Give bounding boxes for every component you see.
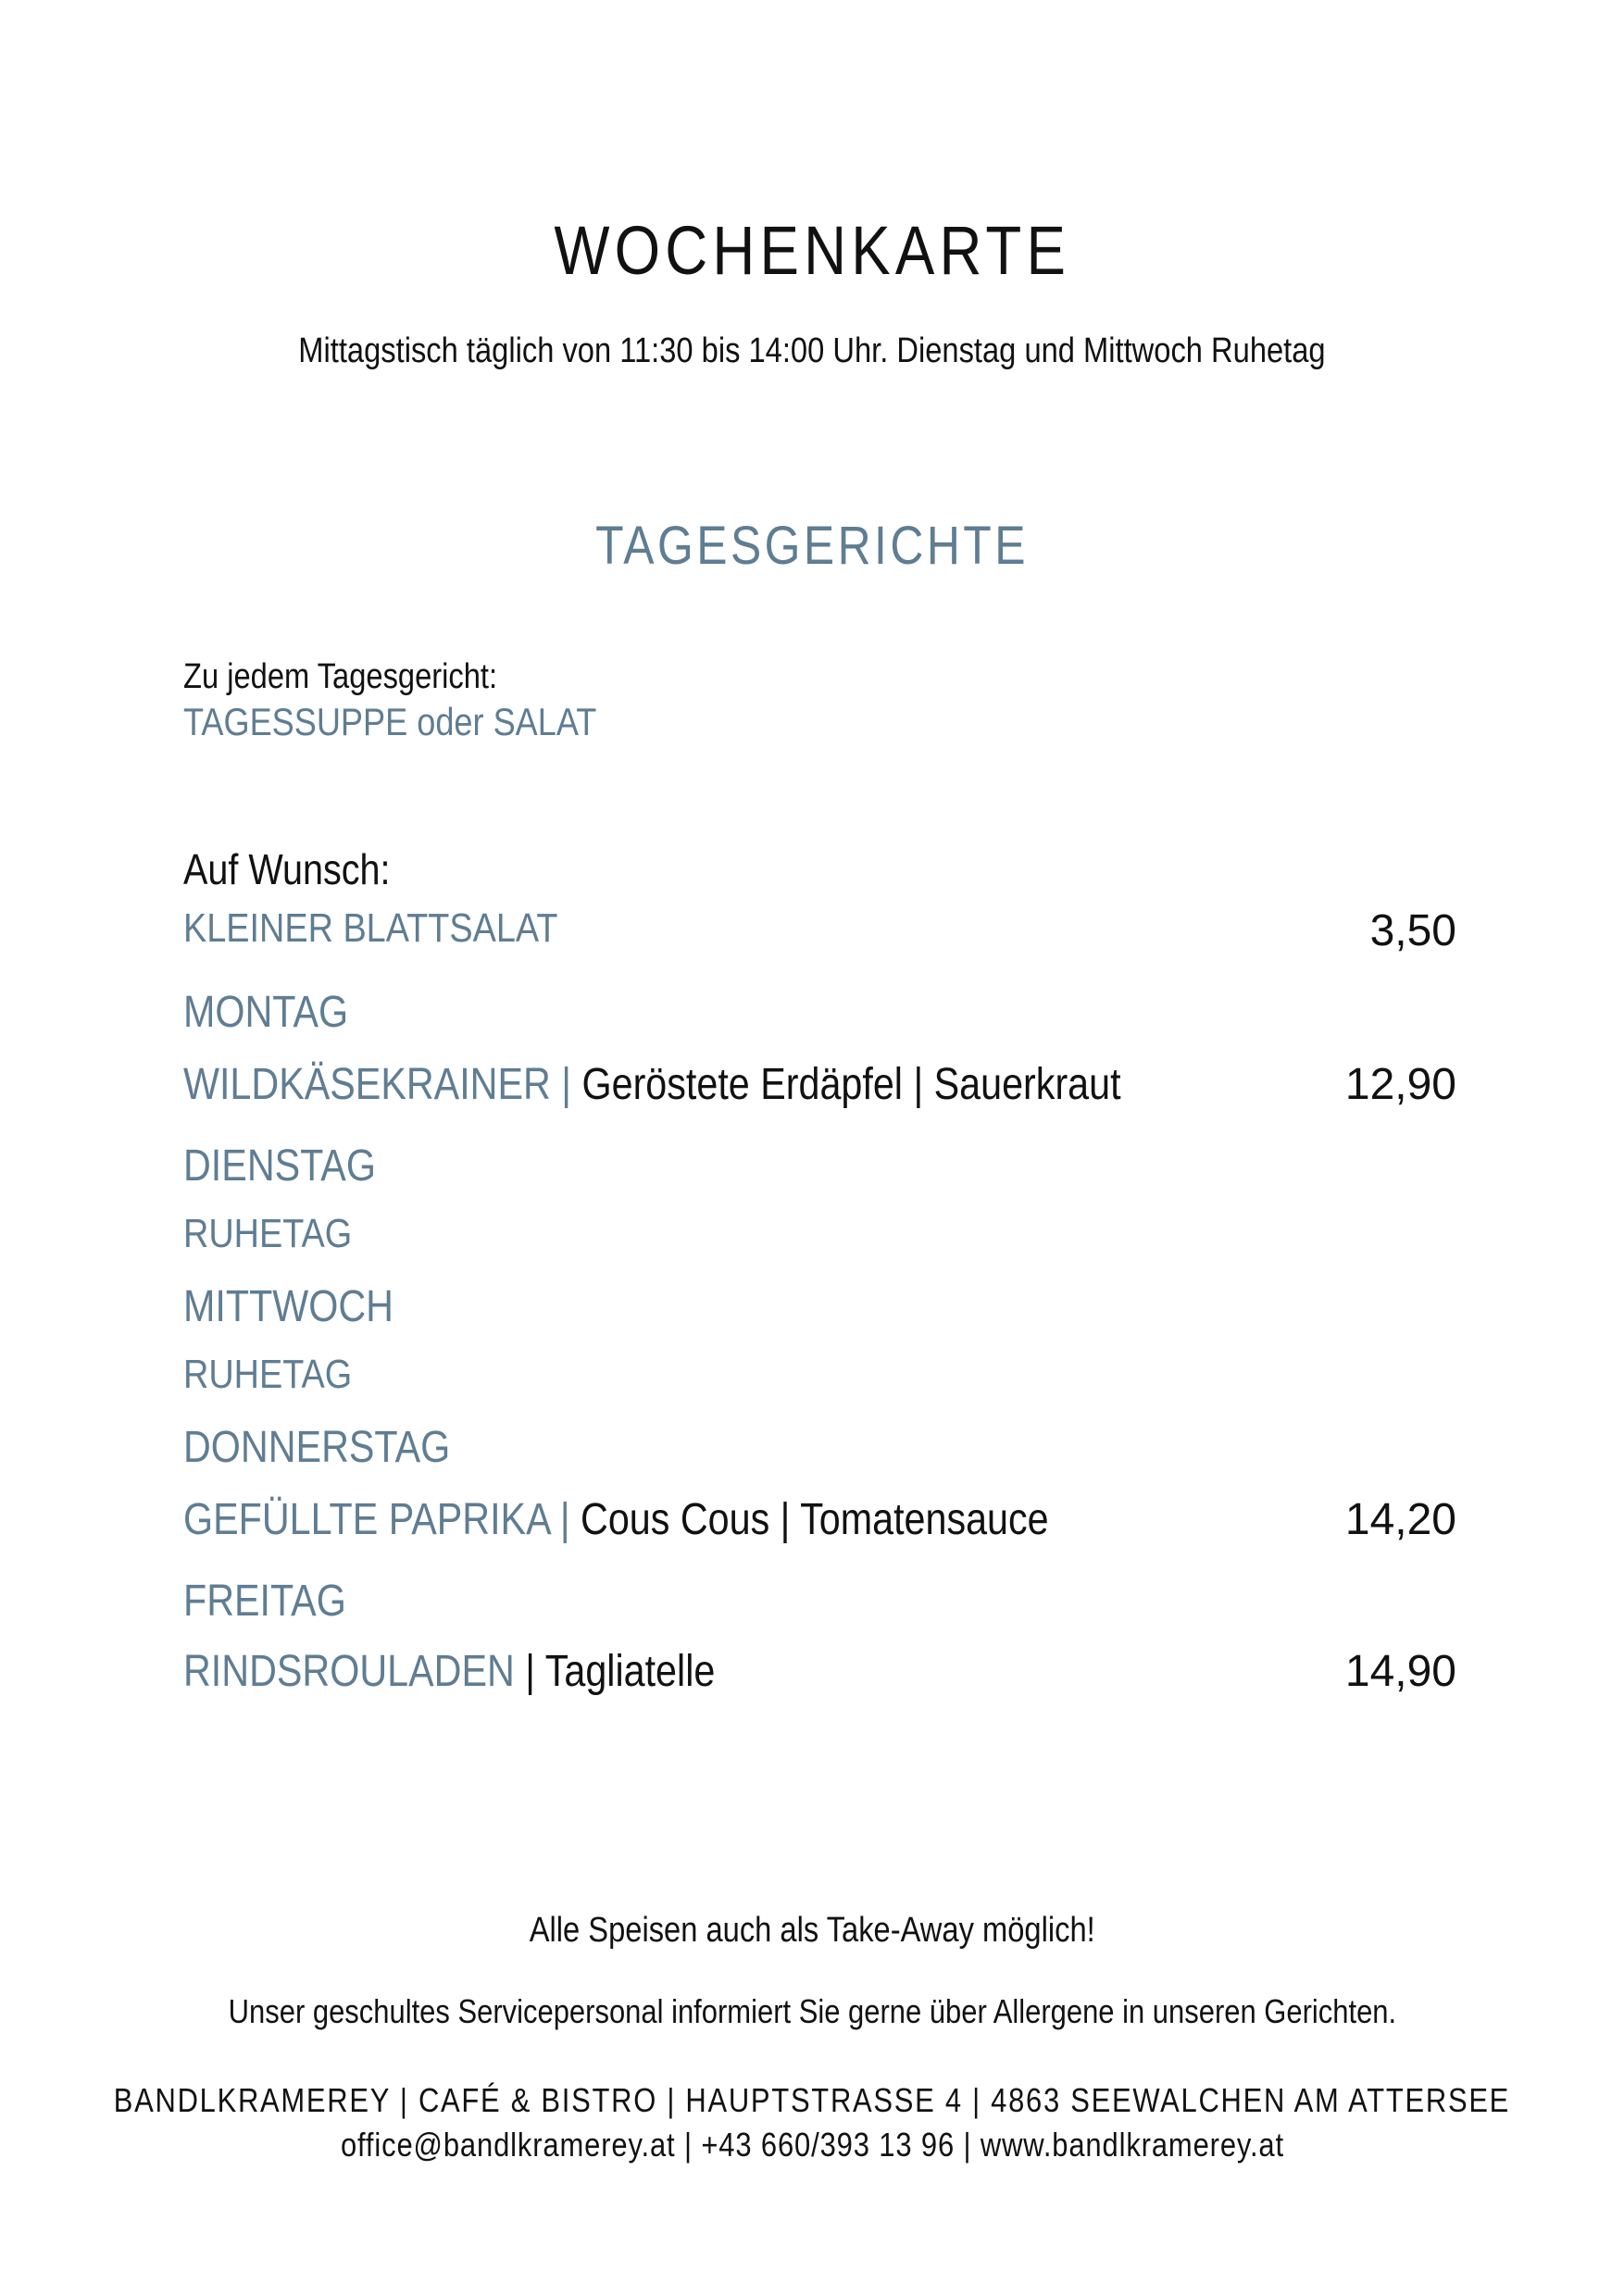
extra-label <box>183 844 424 894</box>
dish-separator: | <box>550 1060 582 1109</box>
intro-label <box>183 657 548 697</box>
intro-label-text: Zu jedem Tagesgericht: <box>183 657 498 696</box>
contact-text: office@bandlkramerey.at | +43 660/393 13 96 | www.bandlkramerey.at <box>340 2126 1284 2164</box>
page-title <box>0 211 1624 290</box>
dish-main: RINDSROULADEN <box>183 1647 515 1696</box>
page-title-text: WOCHENKARTE <box>554 212 1070 289</box>
extra-item-row <box>183 905 1456 965</box>
contact-line <box>0 2126 1624 2164</box>
dish-main: RUHETAG <box>183 1352 353 1397</box>
dish-separator: | <box>514 1647 545 1696</box>
dish-separator: | <box>549 1495 581 1544</box>
day-label-text: MONTAG <box>183 988 349 1037</box>
extra-item-price: 3,50 <box>1369 906 1456 955</box>
day-label-text: DONNERSTAG <box>183 1423 451 1472</box>
dish-description <box>183 1494 1049 1545</box>
dish-row-friday <box>183 1646 1456 1705</box>
day-label-tuesday <box>183 1141 407 1191</box>
dish-price: 14,20 <box>1344 1495 1456 1544</box>
extra-label-text: Auf Wunsch: <box>183 845 391 893</box>
dish-description <box>183 1059 1121 1110</box>
allergen-note <box>0 1992 1624 2031</box>
dish-row-thursday <box>183 1494 1456 1553</box>
takeaway-note <box>0 1911 1624 1951</box>
dish-sides: Geröstete Erdäpfel | Sauerkraut <box>581 1060 1121 1109</box>
address-text: BANDLKRAMEREY | CAFÉ & BISTRO | HAUPTSTRASSE 4 | 4863 SEEWALCHEN AM ATTERSEE <box>113 2081 1511 2119</box>
dish-row-tuesday <box>183 1211 1456 1270</box>
opening-hours-note <box>0 331 1624 371</box>
dish-row-monday <box>183 1059 1456 1118</box>
opening-hours-text: Mittagstisch täglich von 11:30 bis 14:00 Uhr. Dienstag und Mittwoch Ruhetag <box>298 331 1326 370</box>
dish-row-wednesday <box>183 1352 1456 1411</box>
day-label-friday <box>183 1576 372 1627</box>
dish-sides: Tagliatelle <box>544 1647 716 1696</box>
dish-main: GEFÜLLTE PAPRIKA <box>183 1495 550 1544</box>
day-label-wednesday <box>183 1281 428 1332</box>
section-title <box>0 515 1624 577</box>
dish-sides: Cous Cous | Tomatensauce <box>581 1495 1049 1544</box>
dish-price: 12,90 <box>1344 1060 1456 1109</box>
takeaway-text: Alle Speisen auch als Take-Away möglich! <box>529 1911 1095 1950</box>
day-label-text: FREITAG <box>183 1577 346 1626</box>
address-line <box>0 2081 1624 2120</box>
intro-value-text: TAGESSUPPE oder SALAT <box>183 700 597 743</box>
day-label-text: DIENSTAG <box>183 1141 376 1191</box>
dish-main: RUHETAG <box>183 1211 353 1256</box>
allergen-text: Unser geschultes Servicepersonal informiert Sie gerne über Allergene in unseren Gerichten. <box>228 1992 1396 2030</box>
extra-item-name: KLEINER BLATTSALAT <box>183 905 558 951</box>
day-label-monday <box>183 987 375 1038</box>
day-label-thursday <box>183 1422 493 1473</box>
dish-main: WILDKÄSEKRAINER <box>183 1060 551 1109</box>
dish-description <box>183 1646 715 1697</box>
day-label-text: MITTWOCH <box>183 1282 394 1331</box>
section-title-text: TAGESGERICHTE <box>595 516 1029 576</box>
dish-price: 14,90 <box>1344 1647 1456 1696</box>
intro-value <box>183 700 664 744</box>
